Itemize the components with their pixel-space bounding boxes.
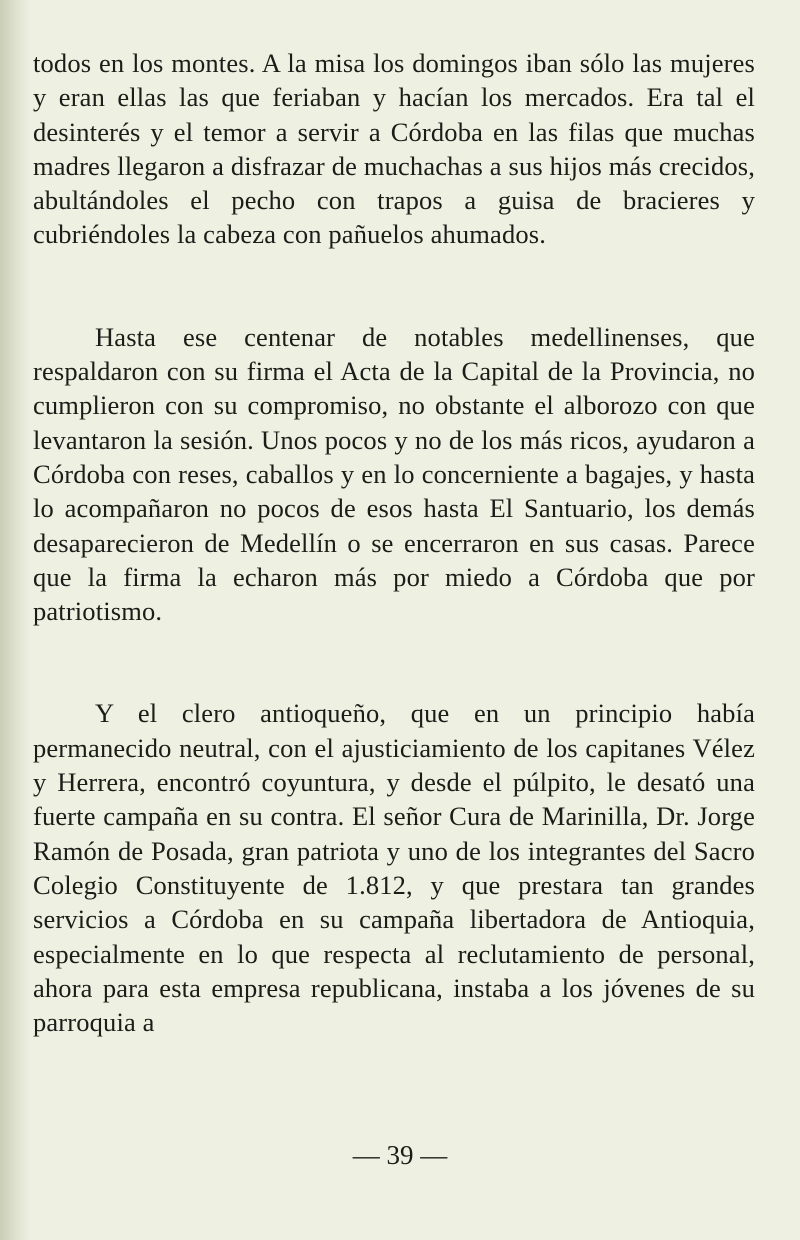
page-edge-shadow [0, 0, 30, 1240]
paragraph-1: todos en los montes. A la misa los domingos iban sólo las mujeres y eran ellas las que feriaban y hacían los mercados. Era tal el desinterés y el temor a servir a Córdoba en las filas que muchas madres llegaron a disfrazar de muchachas a sus hijos más crecidos, abultándoles el pecho con trapos a guisa de bracieres y cubriéndoles la cabeza con pañuelos ahumados. [33, 48, 755, 250]
page-number: — 39 — [352, 1140, 448, 1170]
page-body [33, 46, 755, 1039]
paragraph-2: Hasta ese centenar de notables medellinenses, que respaldaron con su firma el Acta de la Capital de la Provincia, no cumplieron con su compromiso, no obstante el alborozo con que levantaron la sesión. Unos pocos y no de los más ricos, ayudaron a Córdoba con reses, caballos y en lo concerniente a bagajes, y hasta lo acompañaron no pocos de esos hasta El Santuario, los demás desaparecieron de Medellín o se encerraron en sus casas. Parece que la firma la echaron más por miedo a Córdoba que por patriotismo. [33, 321, 755, 627]
paragraph-3: Y el clero antioqueño, que en un principio había permanecido neutral, con el ajusticiamiento de los capitanes Vélez y Herrera, encontró coyuntura, y desde el púlpito, le desató una fuerte campaña en su contra. El señor Cura de Marinilla, Dr. Jorge Ramón de Posada, gran patriota y uno de los integrantes del Sacro Colegio Constituyente de 1.812, y que prestara tan grandes servicios a Córdoba en su campaña libertadora de Antioquia, especialmente en lo que respecta al reclutamiento de personal, ahora para esta empresa republicana, instaba a los jóvenes de su parroquia a [33, 698, 755, 1038]
